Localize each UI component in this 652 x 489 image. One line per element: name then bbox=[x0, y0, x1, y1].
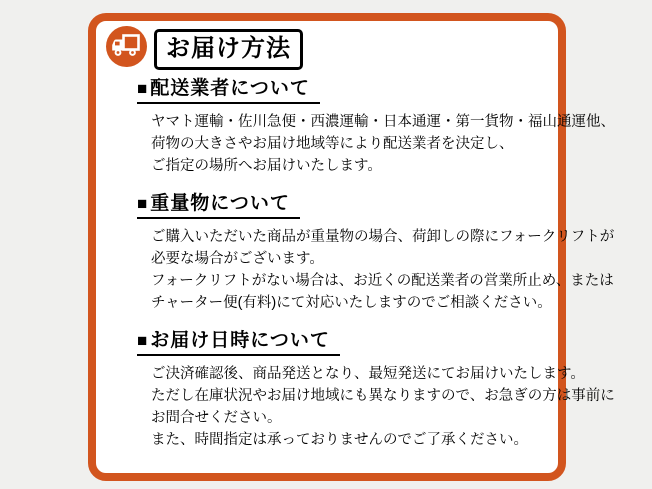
section-heading-carriers bbox=[137, 73, 320, 104]
section-heading-delivery-date bbox=[137, 325, 340, 356]
section-body-heavy-items bbox=[151, 226, 615, 314]
body-line: ただし在庫状況やお届け地域にも異なりますので、お急ぎの方は事前に bbox=[151, 388, 615, 404]
body-line: お問合せください。 bbox=[151, 410, 282, 426]
section-heading-label: 重量物について bbox=[150, 193, 290, 214]
section-heading-label: 配送業者について bbox=[150, 78, 310, 99]
body-line: チャーター便(有料)にて対応いたしますのでご相談ください。 bbox=[151, 295, 552, 311]
section-heading-label: お届け日時について bbox=[150, 330, 330, 351]
body-line: ご指定の場所へお届けいたします。 bbox=[151, 158, 382, 174]
body-line: ヤマト運輸・佐川急便・西濃運輸・日本通運・第一貨物・福山通運他、 bbox=[151, 114, 615, 130]
body-line: 必要な場合がございます。 bbox=[151, 251, 324, 267]
square-bullet-icon: ■ bbox=[137, 331, 149, 350]
section-delivery-date bbox=[137, 325, 615, 451]
delivery-info-panel bbox=[88, 13, 615, 481]
square-bullet-icon: ■ bbox=[137, 79, 149, 98]
body-line: また、時間指定は承っておりませんのでご了承ください。 bbox=[151, 432, 528, 448]
section-body-delivery-date bbox=[151, 363, 615, 451]
section-heading-heavy-items bbox=[137, 188, 300, 219]
square-bullet-icon: ■ bbox=[137, 194, 149, 213]
body-line: ご決済確認後、商品発送となり、最短発送にてお届けいたします。 bbox=[151, 366, 585, 382]
section-body-carriers bbox=[151, 111, 615, 177]
section-carriers bbox=[137, 73, 615, 177]
body-line: 荷物の大きさやお届け地域等により配送業者を決定し、 bbox=[151, 136, 514, 152]
body-line: ご購入いただいた商品が重量物の場合、荷卸しの際にフォークリフトが bbox=[151, 229, 615, 245]
page-title: お届け方法 bbox=[154, 29, 303, 70]
body-line: フォークリフトがない場合は、お近くの配送業者の営業所止め、または bbox=[151, 273, 614, 289]
section-heavy-items bbox=[137, 188, 615, 314]
truck-icon bbox=[106, 26, 147, 67]
panel-content bbox=[137, 73, 615, 462]
panel-header bbox=[106, 26, 303, 70]
